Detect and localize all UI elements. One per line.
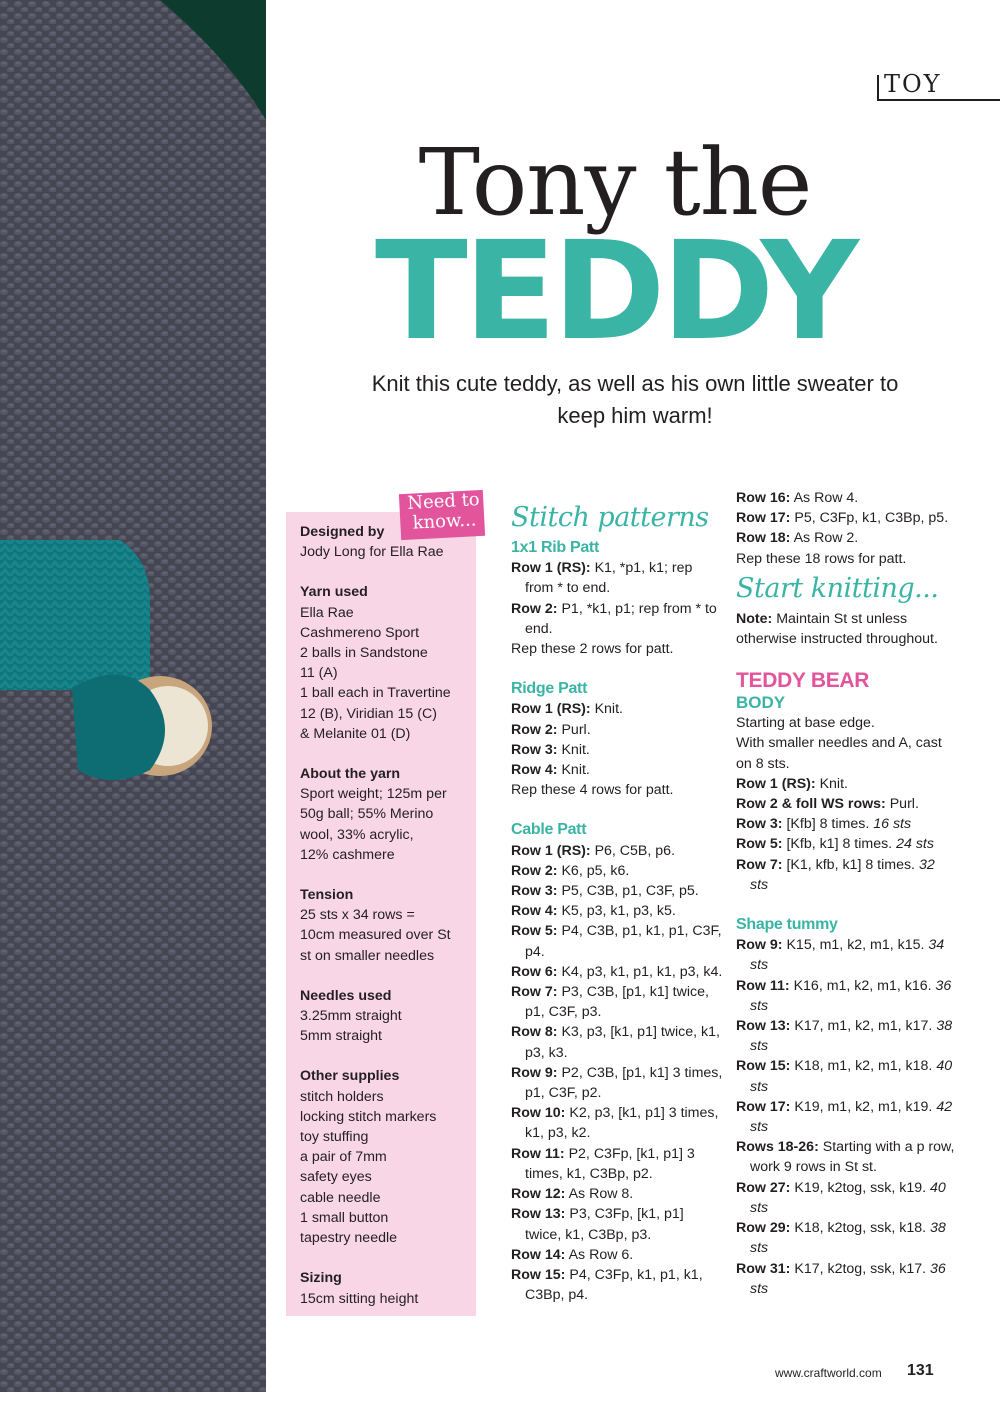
- info-line: 15cm sitting height: [300, 1290, 419, 1307]
- ridge-heading: Ridge Patt: [511, 680, 588, 698]
- row-label: Row 9:: [736, 937, 783, 954]
- stitch-count: 24 sts: [896, 836, 934, 853]
- standfirst: Knit this cute teddy, as well as his own little sweater to keep him warm!: [371, 371, 899, 428]
- pattern-row: [511, 962, 723, 982]
- stitch-count: 42 sts: [750, 1098, 953, 1136]
- row-label: Row 1 (RS):: [511, 701, 591, 718]
- row-text: Knit.: [594, 701, 623, 718]
- row-text: Purl.: [889, 796, 919, 813]
- badge-line-2: know...: [412, 509, 477, 534]
- section-tag-underline: [877, 99, 1000, 101]
- row-label: Row 18:: [736, 530, 791, 547]
- pattern-row: [511, 1103, 723, 1143]
- info-line: Ella Rae: [300, 604, 354, 621]
- body-intro-1: Starting at base edge.: [736, 715, 875, 732]
- row-label: Row 3:: [511, 741, 558, 758]
- row-text: Knit.: [561, 741, 590, 758]
- row-label: Row 1 (RS):: [511, 560, 591, 577]
- info-gap: [300, 562, 470, 582]
- note-text: Maintain St st unless otherwise instructed throughout.: [736, 610, 938, 648]
- pattern-row: [511, 1204, 723, 1244]
- info-heading: About the yarn: [300, 766, 401, 783]
- row-label: Row 4:: [511, 903, 558, 920]
- info-gap: [300, 1046, 470, 1066]
- row-text: [Kfb, k1] 8 times.: [786, 836, 893, 853]
- row-label: Row 2:: [511, 862, 558, 879]
- info-line: Sport weight; 125m per: [300, 786, 447, 803]
- row-text: [Kfb] 8 times.: [786, 816, 870, 833]
- info-heading: Designed by: [300, 524, 385, 540]
- row-label: Row 31:: [736, 1260, 791, 1277]
- row-text: K19, k2tog, ssk, k19.: [794, 1179, 927, 1196]
- row-text: As Row 6.: [568, 1246, 634, 1263]
- need-to-know-content: [300, 522, 470, 1309]
- row-text: K15, m1, k2, m1, k15.: [786, 937, 925, 954]
- info-heading: Sizing: [300, 1270, 342, 1287]
- row-label: Row 3:: [511, 883, 558, 900]
- badge-line-1: Need to: [406, 489, 481, 514]
- row-label: Row 1 (RS):: [511, 842, 591, 859]
- stitch-count: 34 sts: [750, 937, 945, 974]
- row-label: Row 6:: [511, 963, 558, 980]
- row-label: Row 13:: [736, 1018, 791, 1035]
- info-line: a pair of 7mm: [300, 1149, 387, 1166]
- info-line: Jody Long for Ella Rae: [300, 544, 444, 561]
- row-label: Row 1 (RS):: [736, 775, 816, 792]
- stitch-patterns-heading: Stitch patterns: [511, 502, 709, 533]
- row-text: P3, C3B, [p1, k1] twice, p1, C3F, p3.: [525, 984, 709, 1021]
- row-text: Starting with a p row, work 9 rows in St st.: [750, 1139, 955, 1176]
- row-label: Row 14:: [511, 1246, 566, 1263]
- row-text: K5, p3, k1, p3, k5.: [561, 903, 676, 920]
- info-line: 2 balls in Sandstone: [300, 645, 428, 662]
- pattern-row: [511, 720, 723, 740]
- info-line: 10cm measured over St: [300, 927, 451, 944]
- row-label: Row 8:: [511, 1024, 558, 1041]
- pattern-row: [736, 1137, 956, 1177]
- ridge-rows: [511, 699, 723, 780]
- row-text: K17, m1, k2, m1, k17.: [794, 1018, 933, 1035]
- row-text: Knit.: [561, 762, 590, 779]
- row-text: K4, p3, k1, p1, k1, p3, k4.: [561, 963, 723, 980]
- pattern-row: [511, 599, 723, 639]
- info-line: toy stuffing: [300, 1129, 369, 1146]
- start-knitting-heading: Start knitting...: [736, 572, 939, 604]
- info-line: Cashmereno Sport: [300, 624, 420, 641]
- info-line: 5mm straight: [300, 1028, 382, 1045]
- row-label: Row 15:: [511, 1266, 566, 1283]
- footer-url[interactable]: www.craftworld.com: [775, 1366, 882, 1380]
- stitch-count: 36 sts: [750, 977, 952, 1014]
- row-label: Row 7:: [511, 984, 558, 1001]
- row-label: Row 5:: [511, 923, 558, 940]
- stitch-count: 38 sts: [750, 1018, 953, 1055]
- stitch-count: 38 sts: [750, 1220, 946, 1257]
- info-line: 25 sts x 34 rows =: [300, 907, 415, 924]
- pattern-row: [511, 1265, 723, 1305]
- pattern-row: [511, 760, 723, 780]
- info-line: 12% cashmere: [300, 846, 395, 863]
- info-gap: [300, 966, 470, 986]
- info-gap: [300, 1248, 470, 1268]
- pattern-row: [511, 1144, 723, 1184]
- pattern-row: [736, 1056, 956, 1096]
- info-line: 1 ball each in Travertine: [300, 685, 451, 702]
- row-label: Row 11:: [736, 977, 790, 994]
- cable-rows-continued: [736, 488, 956, 549]
- body-intro-2: With smaller needles and A, cast on 8 sts.: [736, 735, 942, 772]
- info-line: tapestry needle: [300, 1230, 398, 1247]
- note-label: Note:: [736, 610, 773, 627]
- body-heading: BODY: [736, 693, 786, 713]
- row-label: Row 10:: [511, 1105, 566, 1122]
- row-text: As Row 8.: [568, 1186, 634, 1203]
- cable-heading: Cable Patt: [511, 821, 587, 839]
- note: [736, 609, 956, 649]
- info-line: cable needle: [300, 1189, 381, 1206]
- pattern-row: [736, 935, 956, 975]
- row-text: As Row 2.: [793, 530, 859, 547]
- info-heading: Yarn used: [300, 584, 368, 601]
- info-heading: Tension: [300, 887, 354, 904]
- stitch-count: 32 sts: [750, 856, 935, 893]
- stitch-patterns-column: [511, 498, 723, 1305]
- start-knitting-column: [736, 488, 956, 1299]
- row-label: Row 5:: [736, 836, 783, 853]
- pattern-row: [736, 1218, 956, 1258]
- pattern-row: [736, 834, 956, 854]
- cable-rows: [511, 841, 723, 1306]
- info-line: 50g ball; 55% Merino: [300, 806, 434, 823]
- row-label: Row 29:: [736, 1220, 791, 1237]
- pattern-row: [736, 774, 956, 794]
- row-text: P5, C3Fp, k1, C3Bp, p5.: [794, 510, 949, 527]
- body-rows: [736, 774, 956, 895]
- row-text: As Row 4.: [793, 490, 859, 506]
- row-text: P3, C3Fp, [k1, p1] twice, k1, C3Bp, p3.: [525, 1206, 684, 1243]
- title-line-2: TEDDY: [374, 213, 856, 371]
- row-text: K1, *p1, k1; rep from * to end.: [525, 560, 693, 597]
- row-label: Row 16:: [736, 490, 791, 506]
- row-text: K18, m1, k2, m1, k18.: [794, 1058, 933, 1075]
- row-label: Row 13:: [511, 1206, 566, 1223]
- pattern-row: [511, 982, 723, 1022]
- pattern-row: [736, 508, 956, 528]
- info-line: 12 (B), Viridian 15 (C): [300, 705, 437, 722]
- rib-repeat: Rep these 2 rows for patt.: [511, 641, 674, 658]
- pattern-row: [736, 976, 956, 1016]
- row-label: Row 2 & foll WS rows:: [736, 796, 886, 813]
- row-text: K3, p3, [k1, p1] twice, k1, p3, k3.: [525, 1024, 720, 1061]
- stitch-count: 40 sts: [750, 1179, 946, 1216]
- pattern-row: [511, 861, 723, 881]
- stitch-count: 16 sts: [873, 816, 912, 833]
- teddy-photo: [0, 0, 266, 1392]
- section-tag-rule: [877, 75, 879, 101]
- title-line-1: Tony the: [418, 129, 812, 236]
- row-text: P2, C3Fp, [k1, p1] 3 times, k1, C3Bp, p2.: [525, 1145, 695, 1182]
- row-label: Row 27:: [736, 1179, 791, 1196]
- row-label: Row 7:: [736, 856, 783, 873]
- pattern-row: [511, 1245, 723, 1265]
- row-text: Knit.: [819, 775, 848, 792]
- row-label: Row 2:: [511, 721, 558, 738]
- stitch-count: 36 sts: [750, 1260, 946, 1297]
- row-text: K17, k2tog, ssk, k17.: [794, 1260, 927, 1277]
- rib-heading: 1x1 Rib Patt: [511, 539, 599, 556]
- info-heading: Needles used: [300, 987, 392, 1004]
- pattern-row: [736, 1097, 956, 1137]
- row-label: Row 17:: [736, 1098, 791, 1115]
- row-label: Row 2:: [511, 600, 558, 617]
- pattern-row: [511, 1022, 723, 1062]
- info-heading: Other supplies: [300, 1068, 400, 1085]
- row-label: Row 3:: [736, 816, 783, 833]
- pattern-row: [736, 1178, 956, 1218]
- row-text: P2, C3B, [p1, k1] 3 times, p1, C3F, p2.: [525, 1064, 723, 1102]
- rib-rows: [511, 558, 723, 639]
- teddy-bear-heading: TEDDY BEAR: [736, 669, 870, 693]
- row-label: Rows 18-26:: [736, 1139, 819, 1156]
- row-text: Purl.: [561, 721, 591, 738]
- row-label: Row 11:: [511, 1145, 565, 1162]
- info-line: 1 small button: [300, 1209, 389, 1226]
- row-text: [K1, kfb, k1] 8 times.: [786, 856, 915, 873]
- info-line: safety eyes: [300, 1169, 372, 1186]
- pattern-row: [736, 794, 956, 814]
- pattern-row: [511, 901, 723, 921]
- row-text: K6, p5, k6.: [561, 862, 630, 879]
- row-text: K18, k2tog, ssk, k18.: [794, 1220, 927, 1237]
- info-gap: [300, 865, 470, 885]
- row-label: Row 17:: [736, 510, 791, 527]
- row-text: K2, p3, [k1, p1] 3 times, k1, p3, k2.: [525, 1105, 719, 1142]
- pattern-row: [511, 841, 723, 861]
- row-text: P4, C3B, p1, k1, p1, C3F, p4.: [525, 923, 722, 960]
- pattern-row: [736, 488, 956, 508]
- pattern-row: [511, 1063, 723, 1103]
- info-line: st on smaller needles: [300, 947, 435, 964]
- pattern-row: [511, 740, 723, 760]
- row-text: K16, m1, k2, m1, k16.: [793, 977, 932, 994]
- row-text: P6, C5B, p6.: [594, 842, 676, 859]
- row-label: Row 15:: [736, 1058, 791, 1075]
- tummy-heading: Shape tummy: [736, 916, 838, 934]
- pattern-row: [511, 881, 723, 901]
- pattern-row: [511, 558, 723, 598]
- pattern-row: [511, 921, 723, 961]
- page-number: 131: [907, 1362, 934, 1379]
- row-text: P5, C3B, p1, C3F, p5.: [561, 883, 699, 900]
- info-line: 11 (A): [300, 665, 338, 682]
- pattern-row: [736, 814, 956, 834]
- pattern-row: [511, 1184, 723, 1204]
- row-text: P4, C3Fp, k1, p1, k1, C3Bp, p4.: [525, 1266, 703, 1304]
- info-line: locking stitch markers: [300, 1108, 437, 1125]
- row-text: K19, m1, k2, m1, k19.: [794, 1098, 933, 1115]
- row-text: P1, *k1, p1; rep from * to end.: [525, 600, 717, 637]
- info-line: & Melanite 01 (D): [300, 725, 411, 742]
- pattern-row: [736, 528, 956, 548]
- info-line: wool, 33% acrylic,: [300, 826, 414, 843]
- stitch-count: 40 sts: [750, 1058, 953, 1095]
- pattern-row: [511, 699, 723, 719]
- row-label: Row 12:: [511, 1186, 566, 1203]
- row-label: Row 4:: [511, 762, 558, 779]
- info-line: stitch holders: [300, 1088, 384, 1105]
- cable-repeat: Rep these 18 rows for patt.: [736, 550, 907, 567]
- pattern-row: [736, 1259, 956, 1299]
- pattern-row: [736, 1016, 956, 1056]
- row-label: Row 9:: [511, 1064, 558, 1081]
- section-tag: TOY: [884, 70, 942, 98]
- pattern-row: [736, 855, 956, 895]
- tummy-rows: [736, 935, 956, 1299]
- info-line: 3.25mm straight: [300, 1008, 402, 1025]
- ridge-repeat: Rep these 4 rows for patt.: [511, 782, 674, 799]
- knitted-blanket-image: [0, 0, 266, 1392]
- info-gap: [300, 744, 470, 764]
